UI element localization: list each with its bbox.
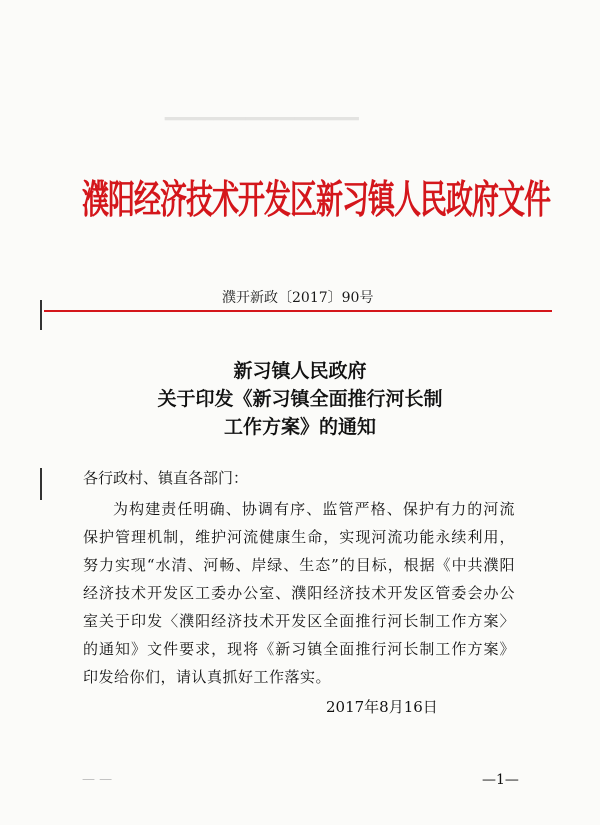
- document-number: 濮开新政〔2017〕90号: [222, 290, 374, 306]
- page-number: —1—: [482, 772, 519, 788]
- recipient-line: 各行政村、镇直各部门：: [83, 469, 249, 487]
- binding-mark-top: [40, 300, 42, 330]
- notice-body-paragraph: 为构建责任明确、协调有序、监管严格、保护有力的河流保护管理机制，维护河流健康生命，实现河流功能永续利用，努力实现“水清、河畅、岸绿、生态”的目标，根据《中共濮阳经济技术开发区工委办公室、濮阳经济技术开发区管委会办公室关于印发〈濮阳经济技术开发区全面推行河长制工作方案〉的通知》文件要求，现将《新习镇全面推行河长制工作方案》印发给你们，请认真抓好工作落实。: [83, 500, 515, 686]
- red-divider-line: [44, 310, 552, 312]
- binding-mark-bottom: [40, 468, 42, 500]
- issue-date: 2017年8月16日: [326, 698, 438, 716]
- bleed-through-text: ▁▁▁▁▁▁▁▁▁▁▁▁: [165, 96, 359, 120]
- document-header-title: 濮阳经济技术开发区新习镇人民政府文件: [82, 178, 550, 224]
- notice-title-line-2: 关于印发《新习镇全面推行河长制: [157, 388, 443, 410]
- notice-title-line-3: 工作方案》的通知: [223, 416, 376, 438]
- bleed-through-page-number: — —: [82, 772, 113, 787]
- notice-title-line-1: 新习镇人民政府: [233, 360, 367, 382]
